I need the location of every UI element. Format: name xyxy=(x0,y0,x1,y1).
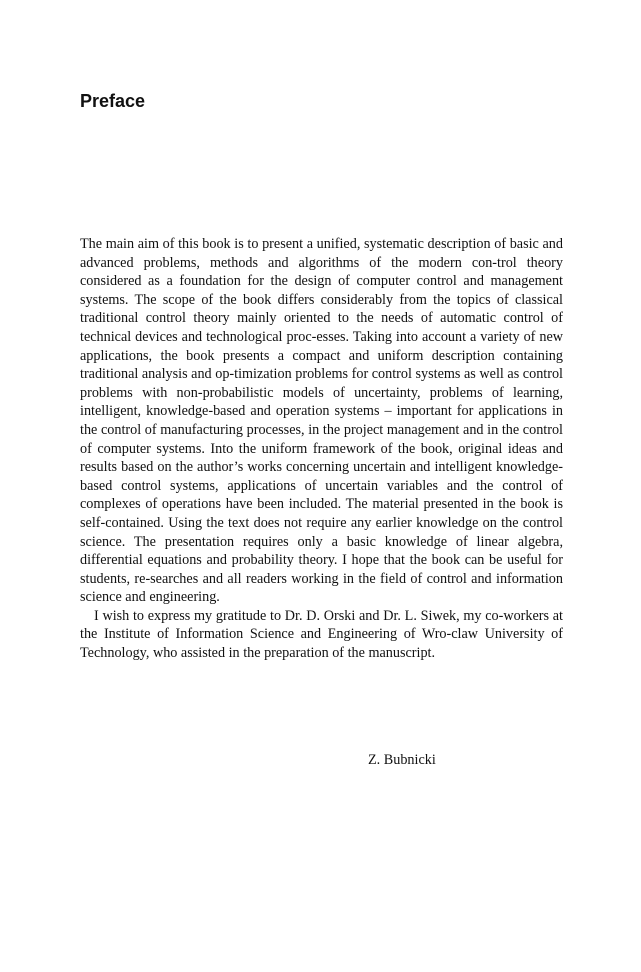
page-title: Preface xyxy=(80,91,146,111)
paragraph-main-aim: The main aim of this book is to present a unified, systematic description of basic and advanced problems, methods and algorithms of the modern con-trol theory considered as a foundation for the design of computer control and management systems. The scope of the book differs considerably from the topics of classical traditional control theory mainly oriented to the needs of automatic control of technical devices and technological proc-esses. Taking into account a variety of new applications, the book presents a compact and uniform description containing traditional analysis and op-timization problems for control systems as well as control problems with non-probabilistic models of uncertainty, problems of learning, intelligent, knowledge-based and operation systems – important for applications in the control of manufacturing processes, in the project management and in the control of computer systems. Into the uniform framework of the book, original ideas and results based on the author’s works concerning uncertain and intelligent knowledge-based control systems, applications of uncertain variables and the control of complexes of operations have been included. The material presented in the book is self-contained. Using the text does not require any earlier knowledge on the control science. The presentation requires only a basic knowledge of linear algebra, differential equations and probability theory. I hope that the book can be useful for students, re-searches and all readers working in the field of control and information science and engineering. xyxy=(80,236,563,606)
author-signature: Z. Bubnicki xyxy=(368,752,436,768)
preface-body xyxy=(80,235,563,663)
paragraph-acknowledgements: I wish to express my gratitude to Dr. D. Orski and Dr. L. Siwek, my co-workers at the Institute of Information Science and Engineering of Wro-claw University of Technology, who assisted in the preparation of the manuscript. xyxy=(80,607,563,662)
